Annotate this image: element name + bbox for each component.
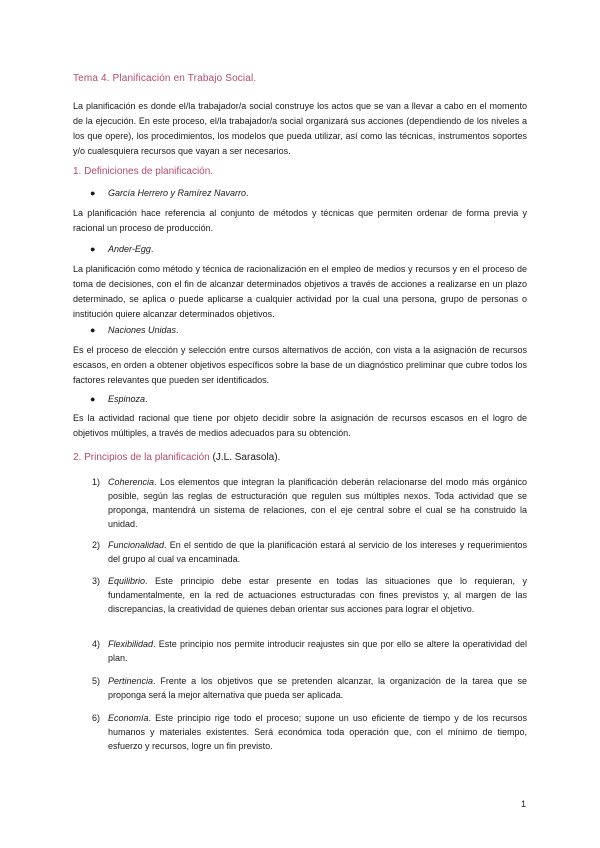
principle-term: Equilibrio (108, 576, 146, 586)
definition-author-trail: . (176, 325, 179, 335)
principle-text: . Este principio nos permite introducir reajustes sin que por ello se altere la operatividad del plan. (108, 639, 527, 663)
section-2-source: (J.L. Sarasola). (209, 452, 281, 463)
definition-author: Espinoza (108, 394, 146, 404)
definition-text-ander-egg: La planificación como método y técnica de racionalización en el empleo de medios y recursos y en el proceso de toma de decisiones, con el fin de alcanzar determinados objetivos a través de acciones a realizarse en un plazo determinado, se aplica o puede aplicarse a cualquier actividad por la cual una persona, grupo de personas o institución quiere alcanzar determinados objetivos. (73, 264, 527, 319)
principle-item (92, 711, 527, 753)
principle-term: Coherencia (108, 477, 155, 487)
principle-text: . En el sentido de que la planificación estará al servicio de los intereses y requerimientos del grupo al cual va encaminada. (108, 540, 527, 564)
principle-number: 4) (92, 639, 101, 649)
principle-term: Flexibilidad (108, 639, 154, 649)
bullet-dot: ● (90, 244, 96, 254)
bullet-dot: ● (90, 188, 96, 198)
bullet-dot: ● (90, 325, 96, 335)
principle-item (92, 637, 527, 665)
section-2-heading (73, 452, 280, 463)
definition-text-espinoza: Es la actividad racional que tiene por objeto decidir sobre la asignación de recursos escasos en el logro de objetivos múltiples, a través de medios adecuados para su obtención. (73, 413, 527, 438)
principle-text: . Este principio rige todo el proceso; supone un uso eficiente de tiempo y de los recursos humanos y materiales existentes. Será económica toda operación que, con el mínimo de tiempo, esfuerzo y recursos, logre un fin previsto. (108, 713, 527, 751)
principle-number: 3) (92, 576, 101, 586)
principle-item (92, 674, 527, 702)
definition-author-trail: . (145, 394, 148, 404)
principle-text: . Frente a los objetivos que se pretenden alcanzar, la organización de la tarea que se proponga será la mejor alternativa que pueda ser aplicada. (108, 676, 527, 700)
principle-number: 2) (92, 540, 101, 550)
section-1-heading: 1. Definiciones de planificación. (73, 166, 214, 177)
principle-term: Economía (108, 713, 149, 723)
page-number: 1 (521, 799, 527, 809)
principle-number: 5) (92, 676, 101, 686)
definition-bullet-espinoza (90, 394, 148, 404)
definition-bullet-naciones-unidas (90, 325, 179, 335)
page-title: Tema 4. Planificación en Trabajo Social. (73, 73, 257, 84)
principle-item (92, 538, 527, 566)
definition-author-trail: . (246, 188, 249, 198)
definition-bullet-ander-egg (90, 244, 153, 254)
principle-text: . Este principio debe estar presente en todas las situaciones que lo requieran, y fundamentalmente, en la red de actuaciones estructuradas con fines previstos y, al margen de las discrepancias, la creatividad de quienes deban orientar sus acciones para lograr el objetivo. (108, 576, 527, 614)
definition-author-trail: . (150, 244, 154, 254)
principle-term: Pertinencia (108, 676, 154, 686)
definition-text-garcia: La planificación hace referencia al conjunto de métodos y técnicas que permiten ordenar de forma previa y racional un proceso de producción. (73, 208, 527, 233)
bullet-dot: ● (90, 394, 96, 404)
section-2-heading-text: 2. Principios de la planificación (73, 452, 210, 463)
principle-item (92, 574, 527, 616)
intro-paragraph: La planificación es donde el/la trabajador/a social construye los actos que se van a llevar a cabo en el momento de la ejecución. En este proceso, el/la trabajador/a social organizará sus acciones (dependiendo de los niveles a los que opere), los procedimientos, los modelos que pueda utilizar, así como las técnicas, instrumentos soportes y/o cualesquiera recursos que vayan a ser necesarios. (73, 101, 527, 156)
principle-text: . Los elementos que integran la planificación deberán relacionarse del modo más orgánico posible, según las reglas de estructuración que regulen sus múltiples nexos. Toda actividad que se proponga, mantendrá un sistema de relaciones, con el eje central sobre el cual se ha construido la unidad. (108, 477, 527, 529)
definition-text-naciones-unidas: Es el proceso de elección y selección entre cursos alternativos de acción, con vista a la asignación de recursos escasos, en orden a obtener objetivos específicos sobre la base de un diagnóstico preliminar que cubre todos los factores relevantes que pueden ser identificados. (73, 345, 527, 385)
principle-item (92, 475, 527, 531)
definition-author: Naciones Unidas (108, 325, 177, 335)
principle-term: Funcionalidad (108, 540, 165, 550)
principle-number: 6) (92, 713, 101, 723)
definition-author: García Herrero y Ramírez Navarro (108, 188, 247, 198)
principle-number: 1) (92, 477, 101, 487)
definition-author: Ander-Egg (108, 244, 151, 254)
definition-bullet-garcia (90, 188, 249, 198)
